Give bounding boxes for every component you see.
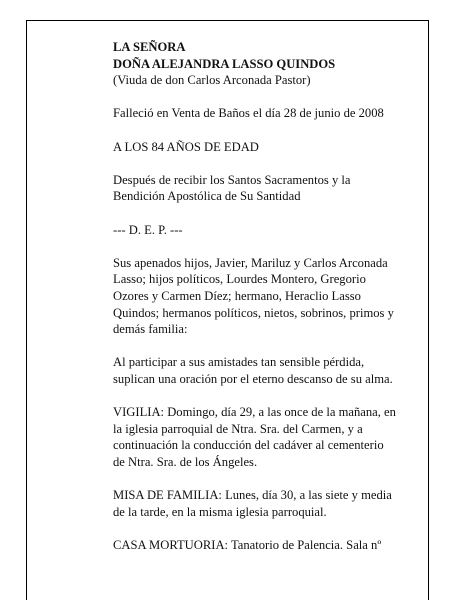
- obituary-text: [113, 39, 423, 570]
- vigil-line-1: VIGILIA: Domingo, día 29, a las once de la mañana, en: [113, 405, 396, 420]
- sacraments-line-1: Después de recibir los Santos Sacramentos y la: [113, 172, 351, 187]
- family-mass-line-2: de la tarde, en la misma iglesia parroquial.: [113, 504, 327, 519]
- vigil-line-4: de Ntra. Sra. de los Ángeles.: [113, 454, 258, 469]
- header-block: [113, 39, 423, 89]
- family-line-1: Sus apenados hijos, Javier, Mariluz y Carlos Arconada: [113, 255, 388, 270]
- sacraments-line-2: Bendición Apostólica de Su Santidad: [113, 189, 301, 204]
- rip-line: --- D. E. P. ---: [113, 222, 183, 237]
- family-line-5: demás familia:: [113, 322, 188, 337]
- family-line-3: Ozores y Carmen Díez; hermano, Heraclio Lasso: [113, 288, 361, 303]
- sacraments-paragraph: [113, 172, 423, 205]
- family-mass-paragraph: [113, 487, 423, 520]
- funeral-home-line-1: CASA MORTUORIA: Tanatorio de Palencia. Sala nº: [113, 537, 382, 552]
- vigil-line-3: continuación la conducción del cadáver al cementerio: [113, 438, 384, 453]
- vigil-paragraph: [113, 404, 423, 470]
- age-line: A LOS 84 AÑOS DE EDAD: [113, 139, 259, 154]
- family-line-2: Lasso; hijos políticos, Lourdes Montero, Gregorio: [113, 272, 366, 287]
- request-line-1: Al participar a sus amistades tan sensible pérdida,: [113, 355, 365, 370]
- title-line-1: LA SEÑORA: [113, 40, 186, 54]
- family-paragraph: [113, 255, 423, 338]
- request-paragraph: [113, 354, 423, 387]
- vigil-line-2: la iglesia parroquial de Ntra. Sra. del Carmen, y a: [113, 421, 363, 436]
- title-line-2: DOÑA ALEJANDRA LASSO QUINDOS: [113, 56, 336, 71]
- funeral-home-paragraph: [113, 537, 423, 554]
- family-mass-line-1: MISA DE FAMILIA: Lunes, día 30, a las siete y media: [113, 488, 392, 503]
- subtitle: (Viuda de don Carlos Arconada Pastor): [113, 73, 311, 88]
- family-line-4: Quindos; hermanos políticos, nietos, sobrinos, primos y: [113, 305, 394, 320]
- request-line-2: suplican una oración por el eterno descanso de su alma.: [113, 371, 393, 386]
- death-notice: Falleció en Venta de Baños el día 28 de junio de 2008: [113, 106, 384, 121]
